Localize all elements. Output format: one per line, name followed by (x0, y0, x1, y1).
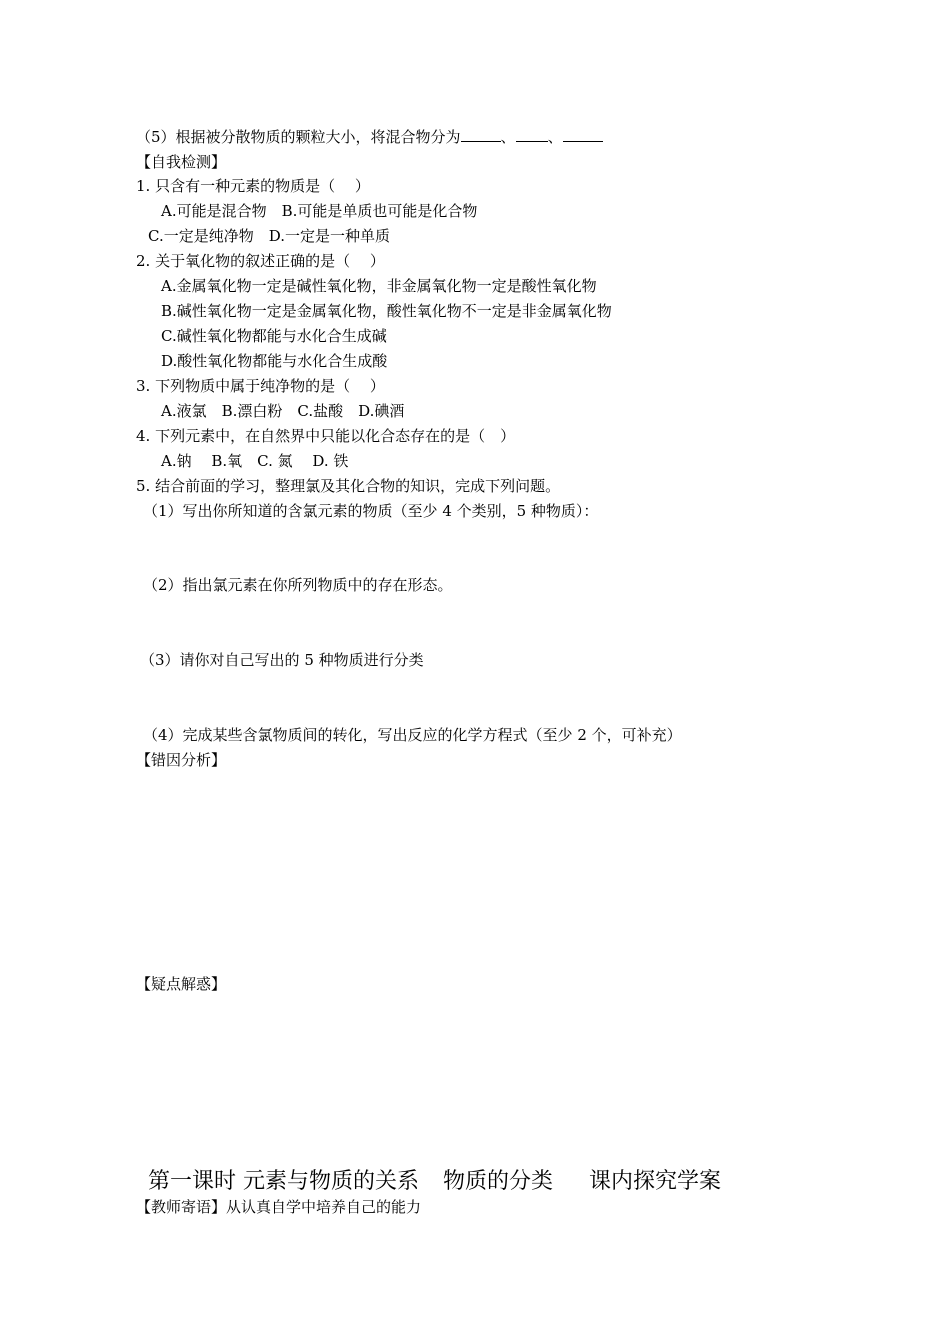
q5-part-1: （1）写出你所知道的含氯元素的物质（至少 4 个类别，5 种物质）： (143, 502, 599, 520)
lesson-title-part-2: 物质的分类 (443, 1169, 554, 1194)
lesson-title (148, 1168, 721, 1196)
answer-blank-3[interactable] (563, 127, 603, 142)
q3-options: A.液氯 B.漂白粉 C.盐酸 D.碘酒 (161, 402, 405, 420)
q1-options-line-1: A.可能是混合物 B.可能是单质也可能是化合物 (161, 202, 478, 220)
q5-part-2: （2）指出氯元素在你所列物质中的存在形态。 (143, 576, 453, 594)
blank-separator-2: 、 (547, 128, 563, 146)
error-analysis-heading: 【错因分析】 (136, 751, 227, 769)
q4-options: A.钠 B.氧 C. 氮 D. 铁 (161, 452, 349, 470)
q5-part-3: （3）请你对自己写出的 5 种物质进行分类 (140, 651, 424, 669)
q2-option-b: B.碱性氧化物一定是金属氧化物，酸性氧化物不一定是非金属氧化物 (161, 302, 612, 320)
answer-blank-2[interactable] (516, 127, 548, 142)
self-check-heading: 【自我检测】 (136, 153, 227, 171)
lesson-title-part-3: 课内探究学案 (589, 1169, 722, 1194)
teacher-note: 【教师寄语】从认真自学中培养自己的能力 (136, 1198, 422, 1216)
q1-options-line-2: C.一定是纯净物 D.一定是一种单质 (148, 227, 390, 245)
q2-stem: 2. 关于氧化物的叙述正确的是（ ） (136, 252, 385, 270)
q5-part-4: （4）完成某些含氯物质间的转化，写出反应的化学方程式（至少 2 个，可补充） (143, 726, 682, 744)
q1-stem: 1. 只含有一种元素的物质是（ ） (136, 177, 370, 195)
q2-option-c: C.碱性氧化物都能与水化合生成碱 (161, 327, 387, 345)
q5-stem: 5. 结合前面的学习，整理氯及其化合物的知识，完成下列问题。 (136, 477, 561, 495)
blank-separator-1: 、 (500, 128, 516, 146)
q5-intro-text: （5）根据被分散物质的颗粒大小，将混合物分为 (136, 128, 461, 146)
q2-option-d: D.酸性氧化物都能与水化合生成酸 (161, 352, 388, 370)
doubts-heading: 【疑点解惑】 (136, 975, 227, 993)
q3-stem: 3. 下列物质中属于纯净物的是（ ） (136, 377, 385, 395)
answer-blank-1[interactable] (461, 127, 501, 142)
q5-intro-line (136, 127, 603, 147)
q4-stem: 4. 下列元素中，在自然界中只能以化合态存在的是（ ） (136, 427, 516, 445)
lesson-title-part-1: 第一课时 元素与物质的关系 (148, 1169, 419, 1194)
q2-option-a: A.金属氧化物一定是碱性氧化物，非金属氧化物一定是酸性氧化物 (161, 277, 597, 295)
